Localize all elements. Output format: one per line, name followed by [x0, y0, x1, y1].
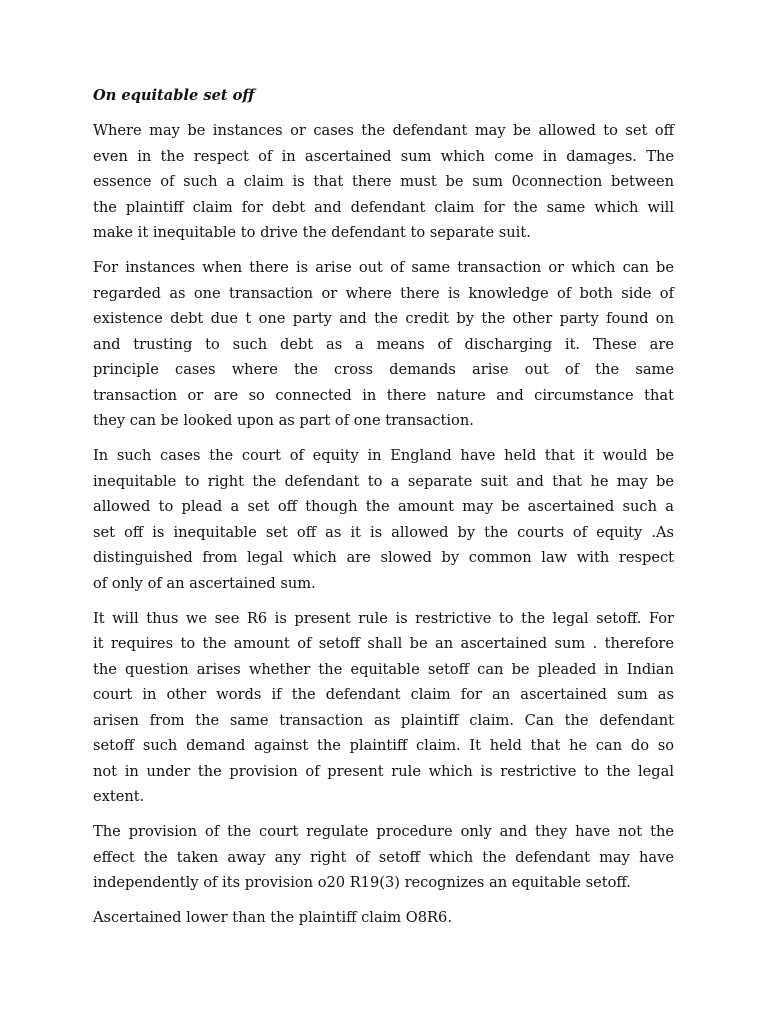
text-line: It will thus we see R6 is present rule is restrictive to the legal setoff. For	[93, 609, 674, 627]
text-line: extent.	[93, 788, 145, 805]
text-line: even in the respect of in ascertained sum which come in damages. The	[93, 147, 674, 165]
paragraph	[93, 255, 674, 434]
text-line: arisen from the same transaction as plaintiff claim. Can the defendant	[93, 711, 674, 729]
paragraph	[93, 443, 674, 596]
paragraph	[93, 905, 674, 931]
document-page	[93, 83, 674, 940]
paragraph	[93, 819, 674, 896]
text-line: The provision of the court regulate procedure only and they have not the	[93, 823, 674, 840]
text-line: setoff such demand against the plaintiff claim. It held that he can do so	[93, 737, 674, 754]
text-line: effect the taken away any right of setoff which the defendant may have	[93, 848, 674, 866]
text-line: Ascertained lower than the plaintiff claim O8R6.	[93, 909, 452, 926]
text-line: of only of an ascertained sum.	[93, 574, 316, 592]
text-line: distinguished from legal which are slowed by common law with respect	[93, 549, 674, 566]
text-line: For instances when there is arise out of same transaction or which can be	[93, 259, 674, 276]
text-line: independently of its provision o20 R19(3) recognizes an equitable setoff.	[93, 874, 631, 891]
text-line: essence of such a claim is that there must be sum 0connection between	[93, 173, 674, 190]
text-line: make it inequitable to drive the defendant to separate suit.	[93, 224, 531, 241]
text-line: allowed to plead a set off though the amount may be ascertained such a	[93, 498, 674, 515]
paragraph	[93, 118, 674, 246]
text-line: set off is inequitable set off as it is allowed by the courts of equity .As	[93, 523, 674, 541]
text-line: it requires to the amount of setoff shall be an ascertained sum . therefore	[93, 635, 674, 652]
paragraph	[93, 606, 674, 810]
text-line: regarded as one transaction or where there is knowledge of both side of	[93, 284, 674, 302]
document-body	[93, 118, 674, 931]
text-line: court in other words if the defendant claim for an ascertained sum as	[93, 686, 674, 703]
text-line: principle cases where the cross demands arise out of the same	[93, 361, 674, 378]
text-line: In such cases the court of equity in England have held that it would be	[93, 447, 674, 464]
text-line: Where may be instances or cases the defendant may be allowed to set off	[93, 122, 674, 139]
text-line: transaction or are so connected in there nature and circumstance that	[93, 386, 674, 404]
text-line: the question arises whether the equitable setoff can be pleaded in Indian	[93, 660, 674, 678]
text-line: they can be looked upon as part of one transaction.	[93, 412, 474, 429]
text-line: existence debt due t one party and the credit by the other party found on	[93, 310, 674, 327]
text-line: inequitable to right the defendant to a separate suit and that he may be	[93, 472, 674, 490]
text-line: not in under the provision of present rule which is restrictive to the legal	[93, 762, 674, 780]
section-heading: On equitable set off	[93, 87, 255, 104]
text-line: and trusting to such debt as a means of discharging it. These are	[93, 335, 674, 353]
text-line: the plaintiff claim for debt and defendant claim for the same which will	[93, 198, 674, 216]
